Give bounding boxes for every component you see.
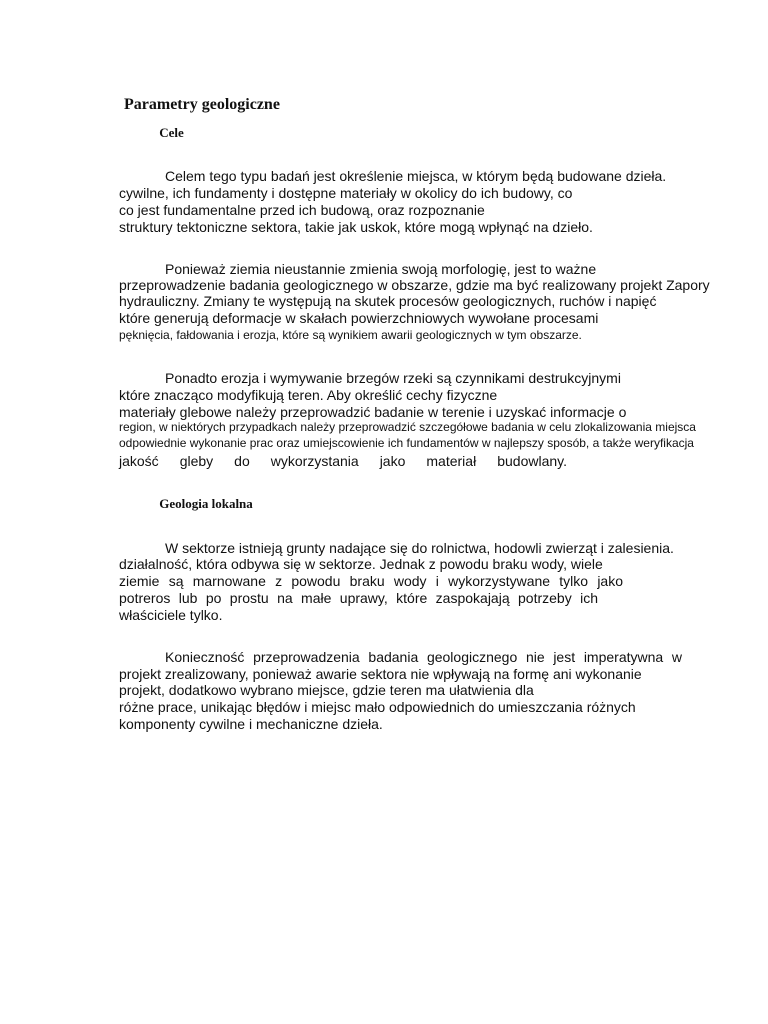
paragraph-line: Ponadto erozja i wymywanie brzegów rzeki są czynnikami destrukcyjnymi — [165, 370, 621, 386]
paragraph-line: co jest fundamentalne przed ich budową, oraz rozpoznanie — [119, 202, 485, 218]
paragraph-line: komponenty cywilne i mechaniczne dzieła. — [119, 716, 383, 732]
paragraph-line: właściciele tylko. — [119, 607, 223, 623]
paragraph-line: pęknięcia, fałdowania i erozja, które są wynikiem awarii geologicznych w tym obszarze. — [119, 328, 582, 342]
paragraph-line: które generują deformacje w skałach powierzchniowych wywołane procesami — [119, 310, 599, 326]
paragraph-line: region, w niektórych przypadkach należy przeprowadzić szczegółowe badania w celu zlokalizowania miejsca — [119, 420, 696, 434]
page-title: Parametry geologiczne — [124, 96, 280, 113]
paragraph-line: projekt zrealizowany, ponieważ awarie sektora nie wpływają na formę ani wykonanie — [119, 666, 642, 682]
paragraph-line: struktury tektoniczne sektora, takie jak uskok, które mogą wpłynąć na dzieło. — [119, 219, 593, 235]
paragraph-line: projekt, dodatkowo wybrano miejsce, gdzie teren ma ułatwienia dla — [119, 682, 534, 698]
section-heading-label: Cele — [159, 125, 184, 140]
section-heading-cele — [144, 124, 184, 142]
paragraph-line: Celem tego typu badań jest określenie miejsca, w którym będą budowane dzieła. — [165, 168, 667, 184]
paragraph-line: które znacząco modyfikują teren. Aby określić cechy fizyczne — [119, 387, 498, 403]
paragraph-line: hydrauliczny. Zmiany te występują na skutek procesów geologicznych, ruchów i napięć — [119, 293, 657, 309]
section-heading-geologia-lokalna — [144, 495, 253, 513]
paragraph-line: cywilne, ich fundamenty i dostępne materiały w okolicy do ich budowy, co — [119, 185, 573, 201]
paragraph-line: Konieczność przeprowadzenia badania geologicznego nie jest imperatywna w — [165, 649, 682, 665]
paragraph-line: jakość gleby do wykorzystania jako materiał budowlany. — [119, 453, 567, 469]
section-heading-label: Geologia lokalna — [159, 496, 253, 511]
paragraph-line: potreros lub po prostu na małe uprawy, które zaspokajają potrzeby ich — [119, 590, 598, 606]
paragraph-line: Ponieważ ziemia nieustannie zmienia swoją morfologię, jest to ważne — [165, 261, 597, 277]
paragraph-line: działalność, która odbywa się w sektorze. Jednak z powodu braku wody, wiele — [119, 556, 603, 572]
paragraph-line: odpowiednie wykonanie prac oraz umiejscowienie ich fundamentów w najlepszy sposób, a także weryfikacja — [119, 436, 694, 450]
paragraph-line: ziemie są marnowane z powodu braku wody i wykorzystywane tylko jako — [119, 573, 623, 589]
paragraph-line: przeprowadzenie badania geologicznego w obszarze, gdzie ma być realizowany projekt Zapory — [119, 277, 710, 293]
paragraph-line: różne prace, unikając błędów i miejsc mało odpowiednich do umieszczania różnych — [119, 699, 636, 715]
paragraph-line: W sektorze istnieją grunty nadające się do rolnictwa, hodowli zwierząt i zalesienia. — [165, 540, 674, 556]
paragraph-line: materiały glebowe należy przeprowadzić badanie w terenie i uzyskać informacje o — [119, 404, 627, 420]
